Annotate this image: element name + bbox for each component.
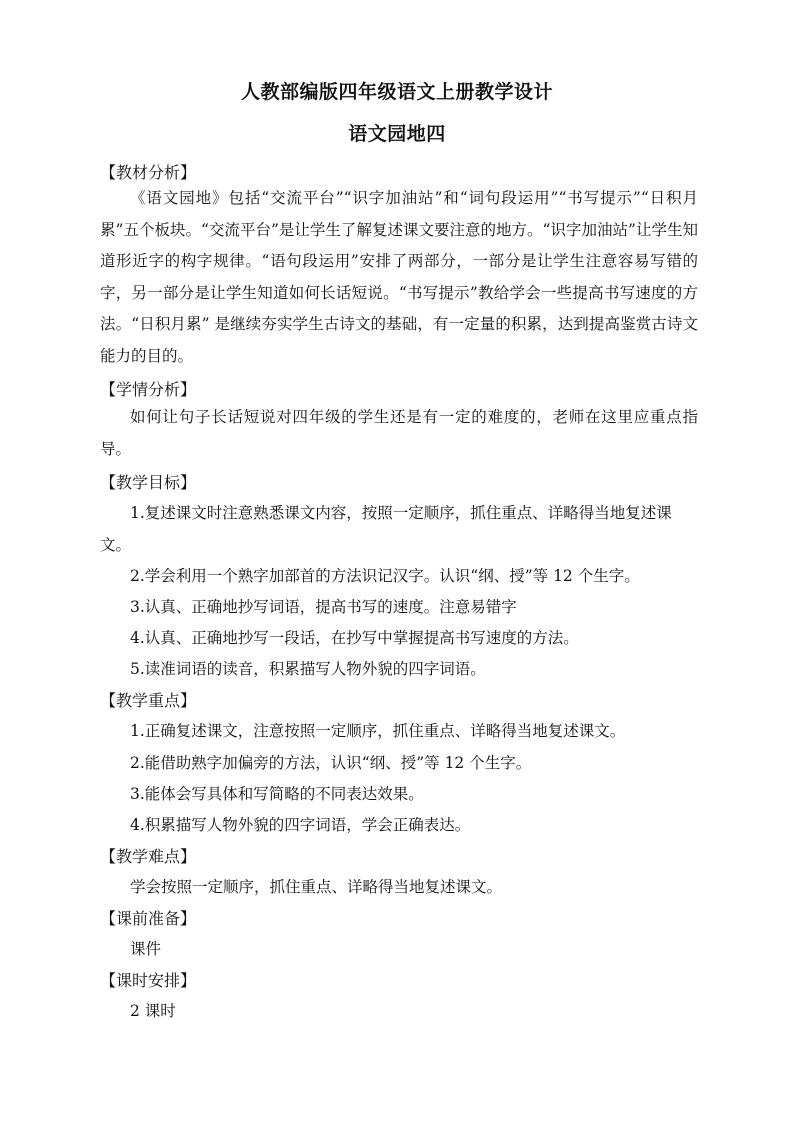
student-analysis-paragraph: 如何让句子长话短说对四年级的学生还是有一定的难度的，老师在这里应重点指导。: [100, 408, 698, 458]
heading-difficulties: 【教学难点】: [100, 847, 197, 866]
objective-item-2: 2.学会利用一个熟字加部首的方法识记汉字。认识“纲、授”等 12 个生字。: [130, 567, 640, 585]
objective-item-5: 5.读准词语的读音，积累描写人物外貌的四字词语。: [130, 660, 486, 678]
key-point-item-4: 4.积累描写人物外貌的四字词语，学会正确表达。: [130, 816, 471, 834]
objective-item-1-continued: 文。: [100, 536, 132, 554]
key-point-item-2: 2.能借助熟字加偏旁的方法，认识“纲、授”等 12 个生字。: [130, 754, 532, 772]
document-subtitle: 语文园地四: [348, 123, 446, 145]
key-point-item-1: 1.正确复述课文，注意按照一定顺序，抓住重点、详略得当地复述课文。: [130, 722, 626, 740]
objective-item-1: 1.复述课文时注意熟悉课文内容，按照一定顺序，抓住重点、详略得当地复述课: [130, 504, 672, 522]
heading-objectives: 【教学目标】: [100, 473, 197, 492]
heading-schedule: 【课时安排】: [100, 971, 197, 990]
key-point-item-3: 3.能体会写具体和写简略的不同表达效果。: [130, 785, 424, 803]
heading-material-analysis: 【教材分析】: [100, 163, 197, 182]
schedule-text: 2 课时: [130, 1002, 176, 1020]
objective-item-3: 3.认真、正确地抄写词语，提高书写的速度。注意易错字: [130, 598, 517, 616]
difficulties-text: 学会按照一定顺序，抓住重点、详略得当地复述课文。: [130, 878, 503, 896]
preparation-text: 课件: [130, 940, 162, 958]
heading-preparation: 【课前准备】: [100, 909, 197, 928]
document-title: 人教部编版四年级语文上册教学设计: [240, 81, 553, 103]
heading-key-points: 【教学重点】: [100, 691, 197, 710]
material-analysis-paragraph: 《语文园地》包括“交流平台”“识字加油站”和“词句段运用”“书写提示”“日积月累”五个板块。“交流平台”是让学生了解复述课文要注意的地方。“识字加油站”让学生知道形近字的构字规律。“语句段运用”安排了两部分，一部分是让学生注意容易写错的字，另一部分是让学生知道如何长话短说。“书写提示”教给学会一些提高书写速度的方法。“日积月累” 是继续夯实学生古诗文的基础，有一定量的积累，达到提高鉴赏古诗文能力的目的。: [100, 189, 698, 365]
heading-student-analysis: 【学情分析】: [100, 380, 197, 399]
objective-item-4: 4.认真、正确地抄写一段话，在抄写中掌握提高书写速度的方法。: [130, 629, 579, 647]
